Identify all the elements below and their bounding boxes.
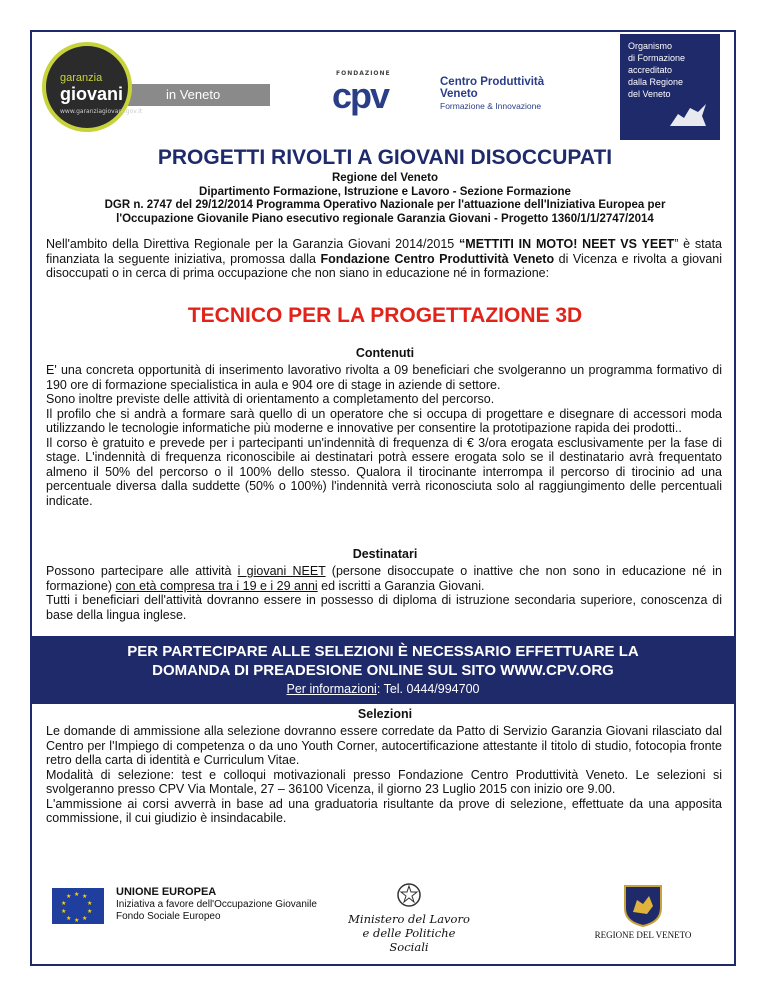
subheading-line2: Dipartimento Formazione, Istruzione e Lavoro - Sezione Formazione: [199, 185, 571, 198]
banner-line1: PER PARTECIPARE ALLE SELEZIONI È NECESSARIO EFFETTUARE LA: [127, 643, 639, 660]
garanzia-label: garanzia: [60, 72, 103, 84]
garanzia-url: www.garanziagiovani.gov.it: [60, 108, 143, 115]
eu-flag-icon: ★ ★ ★ ★ ★ ★ ★ ★ ★ ★: [52, 888, 104, 924]
garanzia-giovani-logo: [42, 42, 274, 134]
eu-line2: Iniziativa a favore dell'Occupazione Giovanile: [116, 899, 317, 910]
ministero-logo: [344, 880, 474, 954]
selezioni-p2: Modalità di selezione: test e colloqui motivazionali presso Fondazione Centro Produttività Veneto. Le selezioni si svolgeranno presso CPV Via Montale, 27 – 36100 Vicenza, il giorno 23 Luglio 2015 con inizio ore 9.00.: [46, 767, 722, 796]
destinatari-text-a: Possono partecipare alle attività: [46, 564, 238, 578]
contenuti-p3: Il profilo che si andrà a formare sarà quello di un operatore che si occupa di progettare e disegnare di accessori moda utilizzando le tecnologie informatiche più moderne e innovative per consentire la prototipazione rapida dei prodotti..: [46, 406, 722, 435]
subheading-line4: l'Occupazione Giovanile Piano esecutivo regionale Garanzia Giovani - Progetto 1360/1/1/2747/2014: [116, 212, 654, 225]
destinatari-text-b: (persone disoccupate o inattive che non sono in educazione né in formazione): [46, 564, 722, 593]
subheading: [32, 172, 738, 226]
contenuti-p2: Sono inoltre previste delle attività di orientamento a completamento del percorso.: [46, 392, 495, 406]
application-banner: [32, 636, 734, 704]
veneto-lion-shield-icon: [621, 884, 665, 928]
eu-text: [116, 886, 317, 923]
cpv-name: [440, 76, 544, 100]
banner-line2: DOMANDA DI PREADESIONE ONLINE SUL SITO WWW.CPV.ORG: [152, 662, 614, 679]
intro-paragraph: [46, 237, 722, 281]
in-veneto-label: in Veneto: [166, 87, 221, 102]
contenuti-body: [46, 363, 722, 508]
giovani-label: giovani: [60, 84, 124, 104]
initiative-name: “METTITI IN MOTO! NEET VS YEET: [459, 237, 675, 251]
banner-headline: [32, 642, 734, 680]
course-title: TECNICO PER LA PROGETTAZIONE 3D: [187, 304, 583, 327]
intro-text-1: Nell'ambito della Direttiva Regionale per la Garanzia Giovani 2014/2015: [46, 237, 460, 251]
italian-emblem-icon: [394, 880, 424, 910]
subheading-line3: DGR n. 2747 del 29/12/2014 Programma Operativo Nazionale per l'attuazione dell'Iniziativa Europea per: [104, 199, 666, 211]
regione-accreditation-logo: [620, 34, 720, 140]
winged-lion-icon: [668, 100, 708, 130]
accreditation-line2: di Formazione: [628, 53, 686, 63]
page-frame: [30, 30, 736, 966]
cpv-tagline: Formazione & Innovazione: [440, 101, 542, 111]
destinatari-body: [46, 564, 722, 622]
destinatari-heading: Destinatari: [352, 547, 418, 561]
garanzia-giovani-badge: [42, 42, 143, 132]
subheading-line1: Regione del Veneto: [331, 172, 439, 184]
header: [32, 32, 738, 142]
age-range-underlined: con età compresa tra i 19 e i 29 anni: [115, 578, 318, 593]
cpv-name-line1: Centro Produttività: [440, 76, 545, 88]
cpv-logo: [332, 70, 564, 122]
selezioni-body: [46, 724, 722, 826]
accreditation-text: [628, 40, 685, 100]
cpv-name-line2: Veneto: [440, 88, 478, 100]
intro-text-2: ” è stata finanziata la seguente iniziativa, promossa dalla: [46, 237, 722, 266]
accreditation-line3: accreditato: [628, 65, 673, 75]
info-phone: : Tel. 0444/994700: [376, 682, 480, 696]
contenuti-heading: Contenuti: [355, 346, 415, 360]
cpv-fondazione: FONDAZIONE: [336, 70, 391, 77]
contenuti-p4: Il corso è gratuito e prevede per i partecipanti un'indennità di frequenza di € 3/ora erogata esclusivamente per la fase di stage. L'indennità di frequenza riconoscibile ai destinatari potrà essere erogata solo se il destinatario avrà frequentato almeno il 50% del percorso o il 100% dello stesso. Qualora il tirocinante interrompa il percorso di tirocinio ad una percentuale diversa dalla suddette (50% o 100%) l'indennità verrà riconosciuta solo al raggiungimento delle percentuali indicate.: [46, 435, 722, 508]
accreditation-line4: dalla Regione: [628, 77, 684, 87]
destinatari-p2: Tutti i beneficiari dell'attività dovranno essere in possesso di diploma di istruzione secondaria superiore, conoscenza di base della lingua inglese.: [46, 593, 722, 622]
info-label: Per informazioni: [286, 682, 377, 696]
eu-line3: Fondo Sociale Europeo: [116, 911, 221, 922]
ministero-line1: Ministero del Lavoro: [348, 912, 470, 926]
intro-text-3: di Vicenza e rivolta a giovani disoccupati o in cerca di prima occupazione che non siano in educazione né in formazione:: [46, 251, 723, 280]
eu-title: UNIONE EUROPEA: [116, 886, 217, 898]
neet-underlined: i giovani NEET: [237, 564, 326, 578]
cpv-wordmark: cpv: [332, 75, 389, 116]
selezioni-p1: Le domande di ammissione alla selezione dovranno essere corredate da Patto di Servizio Garanzia Giovani rilasciato dal Centro per l'Impiego di competenza o da uno Youth Corner, autocertificazione attestante il titolo di studio, fotocopia fronte retro della carta di identità e Curriculum Vitae.: [46, 724, 722, 767]
destinatari-p1: [46, 564, 722, 593]
selezioni-heading: Selezioni: [357, 707, 413, 721]
regione-veneto-logo: [588, 884, 698, 940]
accreditation-line1: Organismo: [628, 41, 673, 51]
regione-veneto-label: REGIONE DEL VENETO: [594, 930, 692, 940]
accreditation-line5: del Veneto: [628, 89, 671, 99]
destinatari-text-c: ed iscritti a Garanzia Giovani.: [317, 578, 485, 593]
in-veneto-bar: [122, 84, 270, 106]
ministero-line2: e delle Politiche Sociali: [362, 926, 456, 954]
selezioni-p3: L'ammissione ai corsi avverrà in base ad una graduatoria risultante da prove di selezione, effettuate da una apposita commissione, il cui giudizio è insindacabile.: [46, 796, 722, 825]
contenuti-p1: E' una concreta opportunità di inserimento lavorativo rivolta a 09 beneficiari che svolgeranno un programma formativo di 190 ore di formazione specialistica in aula e 904 ore di stage in aziende di settore.: [46, 363, 722, 392]
promoter-name: Fondazione Centro Produttività Veneto: [320, 251, 555, 266]
banner-info: [32, 682, 734, 696]
footer-logos: [32, 870, 738, 966]
page-title: PROGETTI RIVOLTI A GIOVANI DISOCCUPATI: [157, 146, 613, 169]
